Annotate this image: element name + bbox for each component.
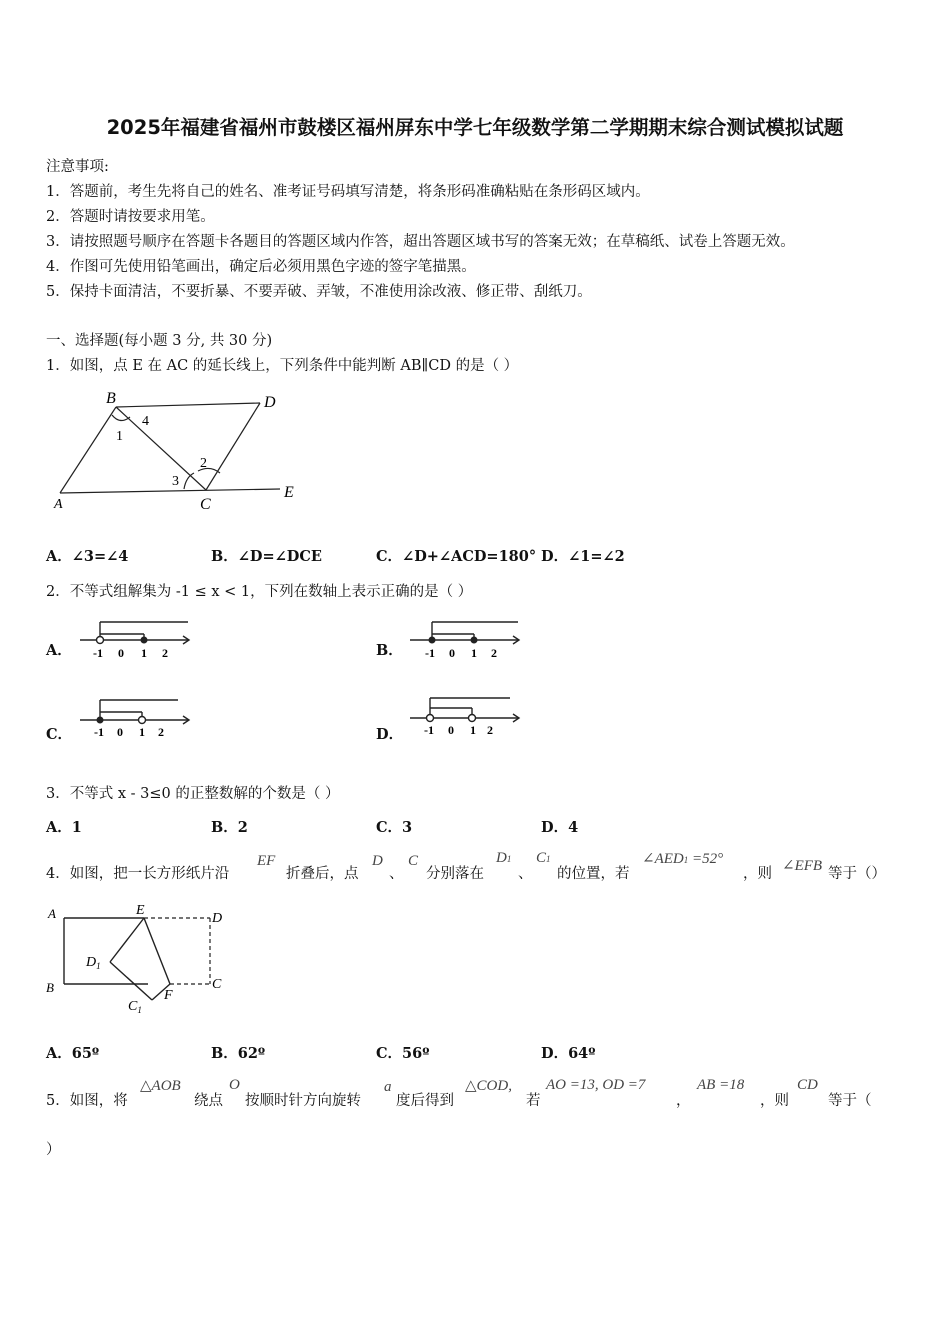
question-1-stem: 1．如图，点 E 在 AC 的延长线上，下列条件中能判断 AB∥CD 的是（ ） [46,358,519,374]
question-5-stem-2: 绕点 [194,1093,223,1109]
question-4-stem-5: ，则 [743,866,772,882]
question-5-stem-5: 若 [526,1093,541,1109]
q4-label-F: F [164,988,173,1003]
q1-angle-2: 2 [200,456,207,471]
tick-label: 1 [470,723,476,737]
question-5-stem-1: 5．如图，将 [46,1093,128,1109]
q4-math-C: C [408,853,419,869]
q1-option-d[interactable]: D．∠1=∠2 [541,548,625,565]
q3-option-c[interactable]: C．3 [376,819,413,836]
question-4-stem-1: 4．如图，把一长方形纸片沿 [46,866,230,882]
question-4-stem-2: 折叠后，点 [286,866,359,882]
q1-label-E: E [284,484,294,501]
q4-label-C1: $C_1$ [128,999,142,1015]
question-5-stem-7: 等于（ [828,1093,872,1109]
question-5-stem-close: ） [46,1142,61,1158]
q1-option-a[interactable]: A．∠3=∠4 [46,548,129,565]
section-heading: 一、选择题(每小题 3 分, 共 30 分) [46,333,273,349]
q4-label-C: C [212,977,222,992]
tick-label: -1 [424,723,434,737]
notice-item: 4．作图可先使用铅笔画出，确定后必须用黑色字迹的签字笔描黑。 [46,259,476,275]
q2-numberline-a [80,620,200,662]
tick-label: 0 [118,646,124,660]
tick-label: -1 [93,646,103,660]
q2-numberline-b [410,620,530,662]
question-5-stem-3: 按顺时针方向旋转 [245,1093,361,1109]
q1-option-c[interactable]: C．∠D+∠ACD=180° [376,548,537,565]
q1-angle-4: 4 [142,414,149,429]
tick-label: 2 [158,725,164,739]
tick-label: 1 [139,725,145,739]
q4-math-D1: D1 [496,850,512,866]
question-4-stem-3: 分别落在 [426,866,484,882]
q3-option-a[interactable]: A．1 [46,819,82,836]
q2-option-a-label[interactable]: A． [46,642,72,659]
notice-item: 2．答题时请按要求用笔。 [46,209,215,225]
q5-math-O: O [229,1077,240,1093]
tick-label: 0 [448,723,454,737]
tick-label: -1 [94,725,104,739]
q4-math-D: D [372,853,383,869]
q1-figure [40,385,310,515]
q2-option-b-label[interactable]: B． [376,642,403,659]
question-5-stem-6: ，则 [760,1093,789,1109]
tick-label: 2 [491,646,497,660]
q2-numberline-d [410,696,530,738]
q4-figure [40,900,240,1015]
q4-option-c[interactable]: C．56º [376,1045,430,1062]
q3-option-d[interactable]: D．4 [541,819,579,836]
q5-comma: ， [676,1093,691,1109]
q4-label-E: E [136,903,145,918]
q2-option-c-label[interactable]: C． [46,726,73,743]
q5-math-AOB: △AOB [140,1078,181,1094]
q5-math-AB: AB =18 [697,1077,745,1093]
page-title: 2025年福建省福州市鼓楼区福州屏东中学七年级数学第二学期期末综合测试模拟试题 [106,116,844,139]
notice-item: 1．答题前，考生先将自己的姓名、准考证号码填写清楚，将条形码准确粘贴在条形码区域内。 [46,184,650,200]
q4-sep: 、 [389,866,404,882]
q4-label-D1: $D_1$ [86,955,101,971]
tick-label: 2 [162,646,168,660]
tick-label: -1 [425,646,435,660]
notice-item: 5．保持卡面清洁，不要折暴、不要弄破、弄皱，不准使用涂改液、修正带、刮纸刀。 [46,284,592,300]
q4-label-D: D [212,911,223,926]
tick-label: 2 [487,723,493,737]
q5-math-values: AO =13, OD =7 [546,1077,646,1093]
tick-label: 1 [471,646,477,660]
question-4-stem-4: 的位置，若 [557,866,630,882]
q4-sep: 、 [518,866,533,882]
question-3-stem: 3．不等式 x - 3≤0 的正整数解的个数是（ ） [46,786,340,802]
q4-option-a[interactable]: A．65º [46,1045,100,1062]
q5-math-CD: CD [797,1077,818,1093]
question-4-stem-6: 等于（） [828,866,886,882]
q1-label-D: D [264,394,276,411]
q1-label-B: B [106,390,116,407]
tick-label: 0 [117,725,123,739]
q4-math-EFB: ∠EFB [782,858,823,874]
q1-angle-1: 1 [116,429,123,444]
tick-label: 1 [141,646,147,660]
q3-option-b[interactable]: B．2 [211,819,248,836]
q1-option-b[interactable]: B．∠D=∠DCE [211,548,322,565]
q4-option-b[interactable]: B．62º [211,1045,266,1062]
q4-option-d[interactable]: D．64º [541,1045,596,1062]
q1-angle-3: 3 [172,474,179,489]
tick-label: 0 [449,646,455,660]
q2-numberline-c [80,698,200,740]
question-2-stem: 2．不等式组解集为 -1 ≤ x < 1，下列在数轴上表示正确的是（ ） [46,584,473,600]
notice-heading: 注意事项: [46,159,109,175]
q4-math-angle: ∠AED1 =52° [642,851,724,867]
q4-label-A: A [48,906,56,921]
q1-label-A: A [54,497,63,512]
q4-label-B: B [46,980,54,995]
question-5-stem-4: 度后得到 [396,1093,454,1109]
q5-math-COD: △COD, [465,1078,512,1094]
q4-math-EF: EF [257,853,276,869]
q2-option-d-label[interactable]: D． [376,726,404,743]
q1-label-C: C [200,496,211,513]
q4-math-C1: C1 [536,850,551,866]
notice-item: 3．请按照题号顺序在答题卡各题目的答题区域内作答，超出答题区域书写的答案无效；在草稿纸、试卷上答题无效。 [46,234,795,250]
q5-math-a: a [384,1079,392,1095]
